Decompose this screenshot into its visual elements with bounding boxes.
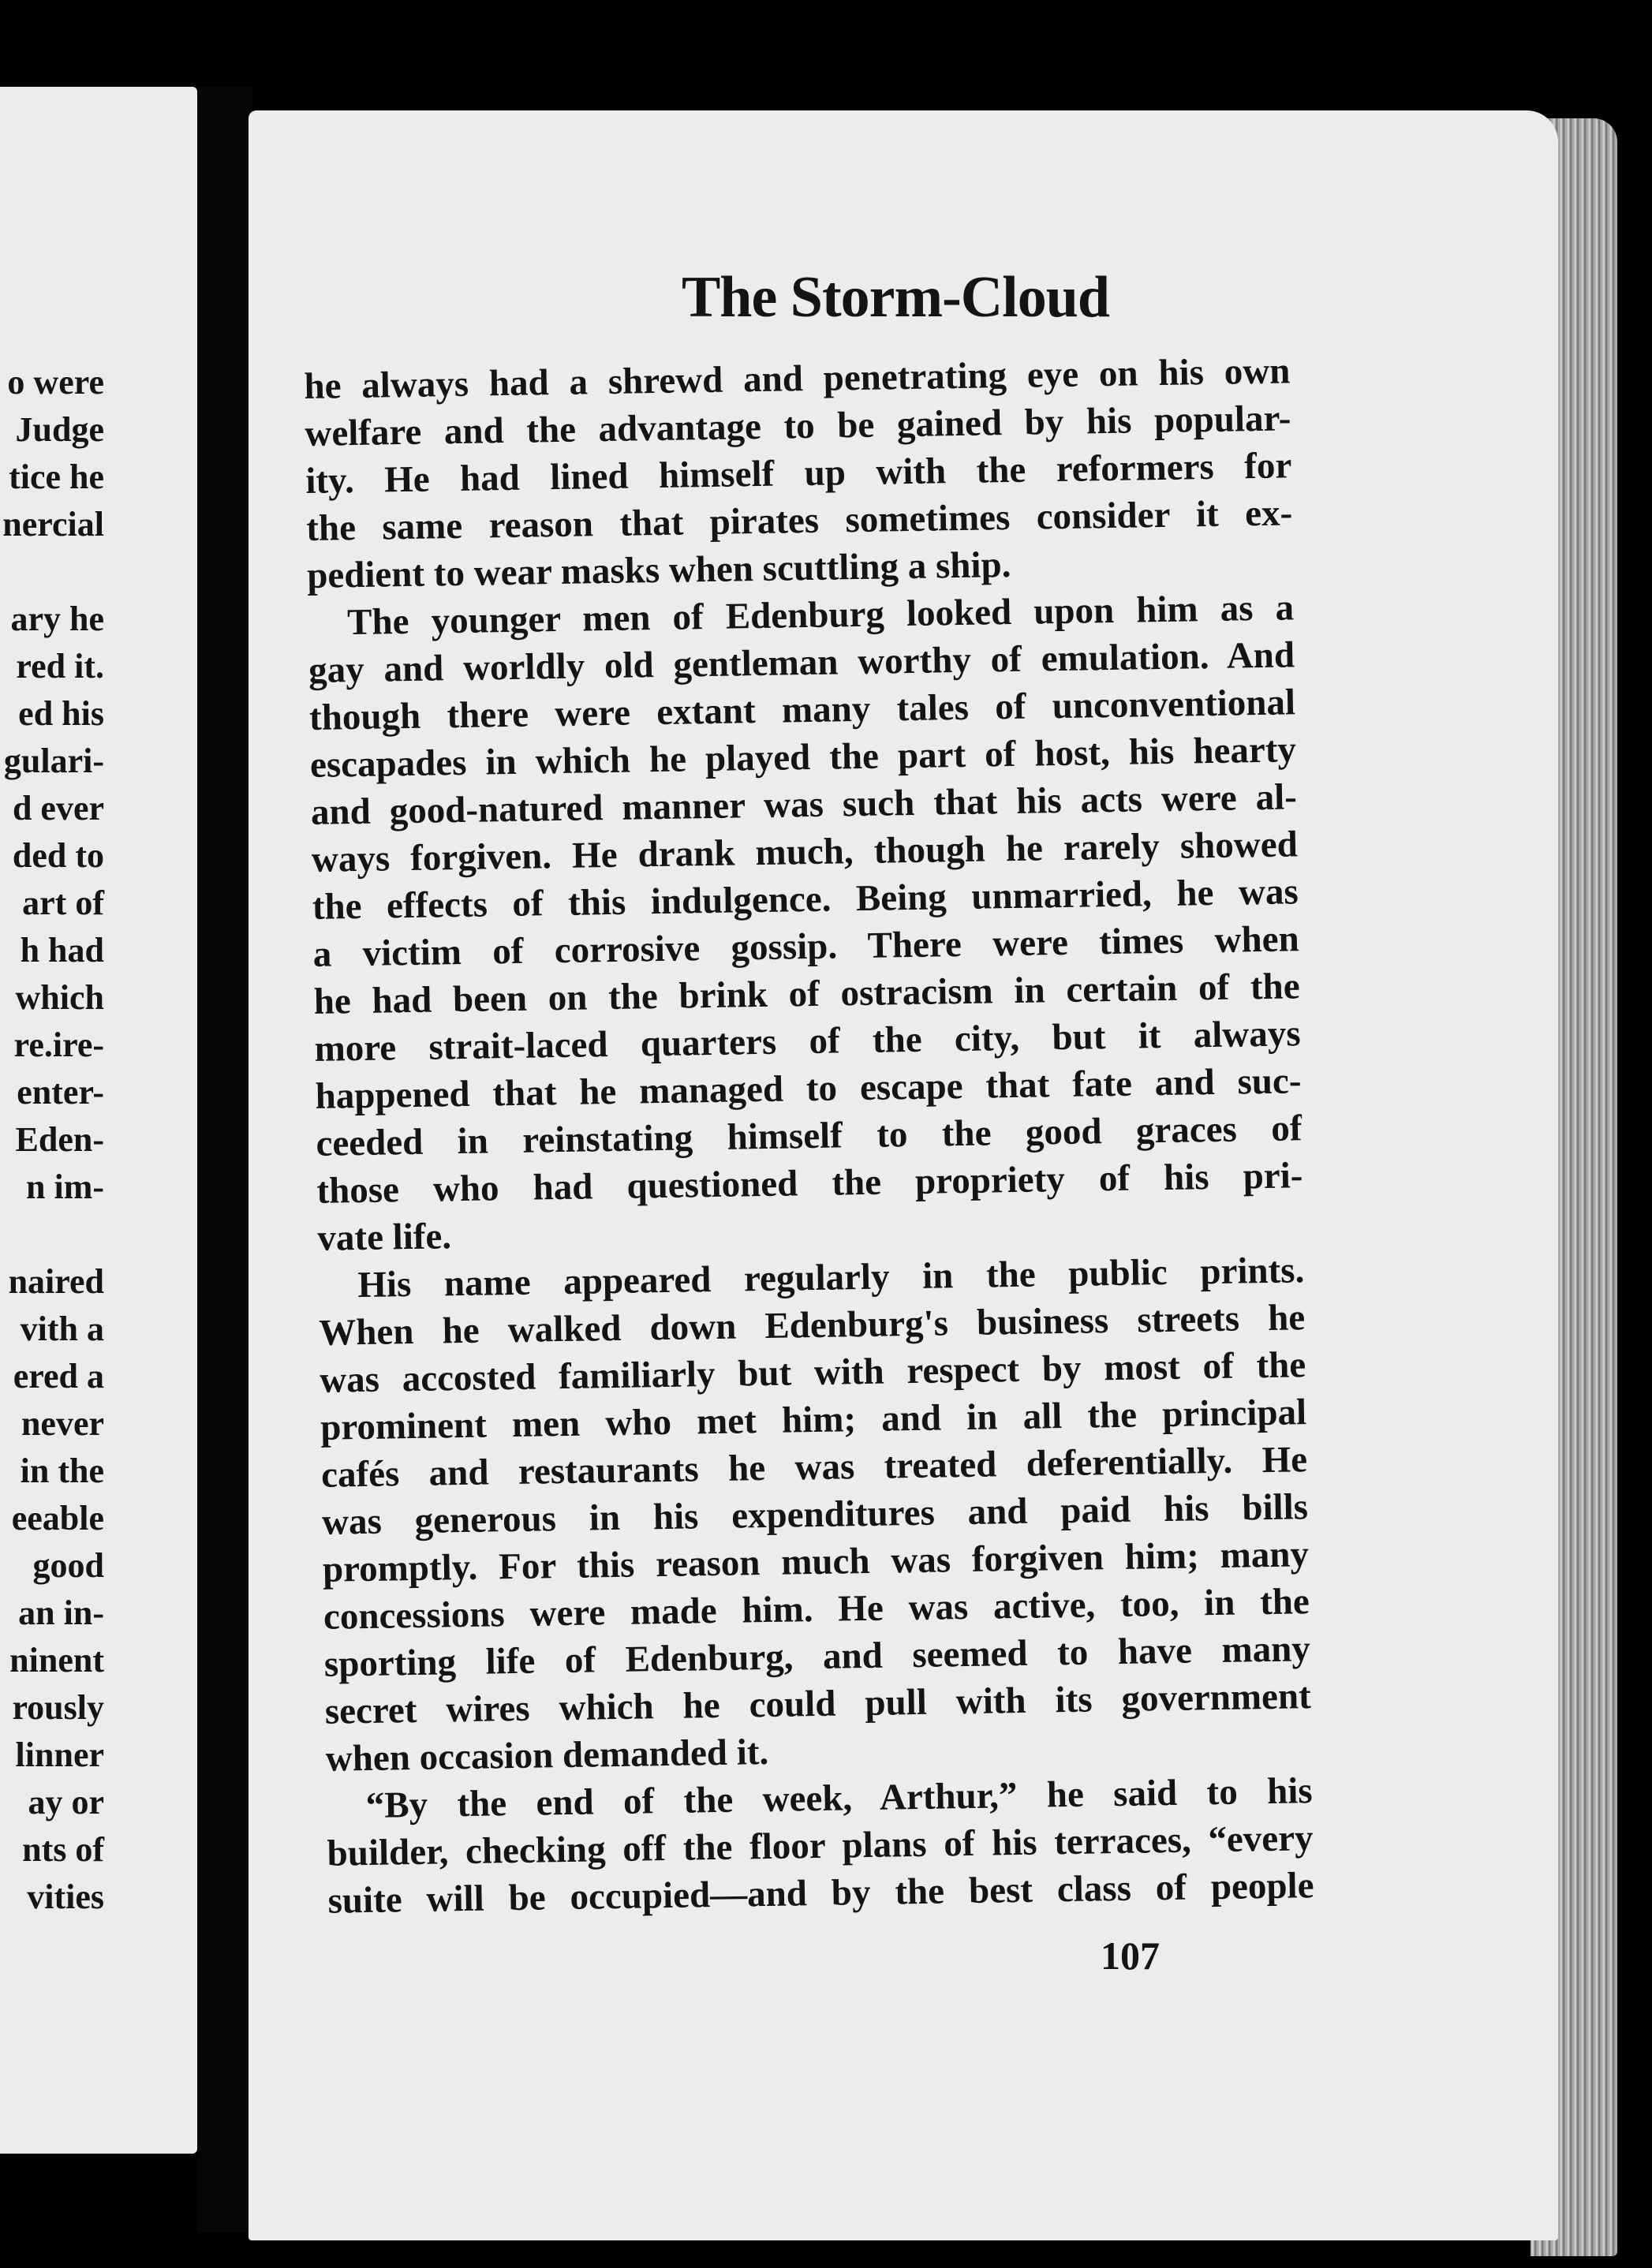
text-line: the effects of this indulgence. Being unmarried, he was [312, 871, 1299, 928]
left-page-line: linner [15, 1736, 104, 1774]
left-page-text [0, 359, 104, 1921]
paragraph [308, 584, 1304, 1262]
text-line: vate life. [317, 1216, 452, 1259]
left-page-line: d ever [12, 789, 104, 828]
left-page-line: re.ire- [13, 1026, 104, 1064]
left-page-line: eeable [11, 1499, 104, 1538]
text-line: he had been on the brink of ostracism in certain of the [313, 966, 1300, 1022]
left-page-line: ed his [18, 694, 104, 733]
text-line: “By the end of the week, Arthur,” he said to his [365, 1770, 1313, 1826]
text-line: those who had questioned the propriety of his pri- [316, 1155, 1303, 1212]
page-number: 107 [1101, 1934, 1160, 1978]
text-line: prominent men who met him; and in all the principal [320, 1392, 1307, 1448]
text-line: When he walked down Edenburg's business streets he [318, 1297, 1306, 1354]
left-page-line: ninent [9, 1641, 104, 1680]
text-line: and good-natured manner was such that his acts were al- [310, 776, 1298, 833]
left-page-line: tice he [9, 458, 104, 496]
text-line: concessions were made him. He was active, too, in the [323, 1581, 1310, 1638]
left-page-line: never [21, 1404, 104, 1443]
left-page-line: an in- [18, 1594, 104, 1632]
left-page-line: h had [20, 931, 104, 970]
left-page-line: ay or [28, 1783, 104, 1821]
left-page-line: which [15, 978, 104, 1017]
left-page-line: rously [12, 1688, 104, 1727]
left-page-line: naired [8, 1262, 104, 1301]
left-page-line: vities [27, 1878, 104, 1916]
left-page-line: vith a [20, 1310, 104, 1348]
left-page-line: Judge [15, 410, 104, 449]
text-line: cafés and restaurants he was treated deferentially. He [320, 1439, 1308, 1496]
text-line: ity. He had lined himself up with the reformers for [305, 445, 1292, 502]
text-line: when occasion demanded it. [325, 1731, 769, 1780]
left-page-line: nercial [2, 505, 104, 544]
text-line: happened that he managed to escape that fate and suc- [315, 1060, 1302, 1117]
text-line: was generous in his expenditures and paid his bills [321, 1486, 1309, 1543]
text-line: gay and worldly old gentleman worthy of emulation. And [308, 634, 1295, 691]
text-line: The younger men of Edenburg looked upon him as a [346, 587, 1295, 644]
paragraph [326, 1767, 1314, 1925]
left-page-line: ered a [13, 1357, 104, 1396]
left-page-gap [0, 1211, 104, 1258]
left-page-line: in the [20, 1452, 104, 1490]
text-line: though there were extant many tales of unconventional [308, 682, 1296, 738]
left-page-line: n im- [26, 1168, 104, 1206]
text-line: a victim of corrosive gossip. There were times when [312, 918, 1300, 975]
paragraph [318, 1246, 1312, 1783]
left-page [0, 87, 197, 2154]
text-line: he always had a shrewd and penetrating eye on his own [304, 350, 1291, 407]
text-line: His name appeared regularly in the public prints. [357, 1250, 1305, 1306]
text-line: was accosted familiarly but with respect by most of the [319, 1344, 1306, 1401]
left-page-line: good [32, 1546, 104, 1585]
text-line: more strait-laced quarters of the city, but it always [314, 1013, 1301, 1070]
text-line: welfare and the advantage to be gained by his popular- [305, 398, 1291, 454]
text-line: ceeded in reinstating himself to the good graces of [316, 1108, 1303, 1164]
running-head: The Storm-Cloud [681, 265, 1110, 330]
left-page-line: o were [7, 363, 104, 402]
text-line: secret wires which he could pull with its government [324, 1676, 1312, 1732]
text-line: suite will be occupied—and by the best class of people [327, 1865, 1314, 1922]
left-page-line: Eden- [15, 1120, 104, 1159]
text-line: ways forgiven. He drank much, though he rarely showed [311, 824, 1299, 880]
paragraph [304, 347, 1294, 600]
left-page-line: gulari- [3, 742, 104, 780]
left-page-line: nts of [22, 1830, 104, 1869]
left-page-line: enter- [17, 1073, 104, 1112]
left-page-gap [0, 548, 104, 596]
text-line: promptly. For this reason much was forgiven him; many [322, 1534, 1310, 1590]
text-line: the same reason that pirates sometimes consider it ex- [305, 492, 1293, 549]
left-page-line: ary he [10, 600, 104, 638]
text-line: builder, checking off the floor plans of his terraces, “every [327, 1818, 1314, 1874]
book-page [249, 110, 1558, 2240]
left-page-line: art of [22, 884, 104, 922]
book-gutter [197, 87, 252, 2233]
left-page-line: ded to [12, 836, 104, 875]
text-line: escapades in which he played the part of host, his hearty [309, 729, 1297, 786]
text-line: pedient to wear masks when scuttling a ship. [306, 544, 1011, 596]
left-page-line: red it. [16, 647, 104, 686]
body-text [304, 347, 1314, 1924]
text-line: sporting life of Edenburg, and seemed to have many [323, 1628, 1311, 1685]
